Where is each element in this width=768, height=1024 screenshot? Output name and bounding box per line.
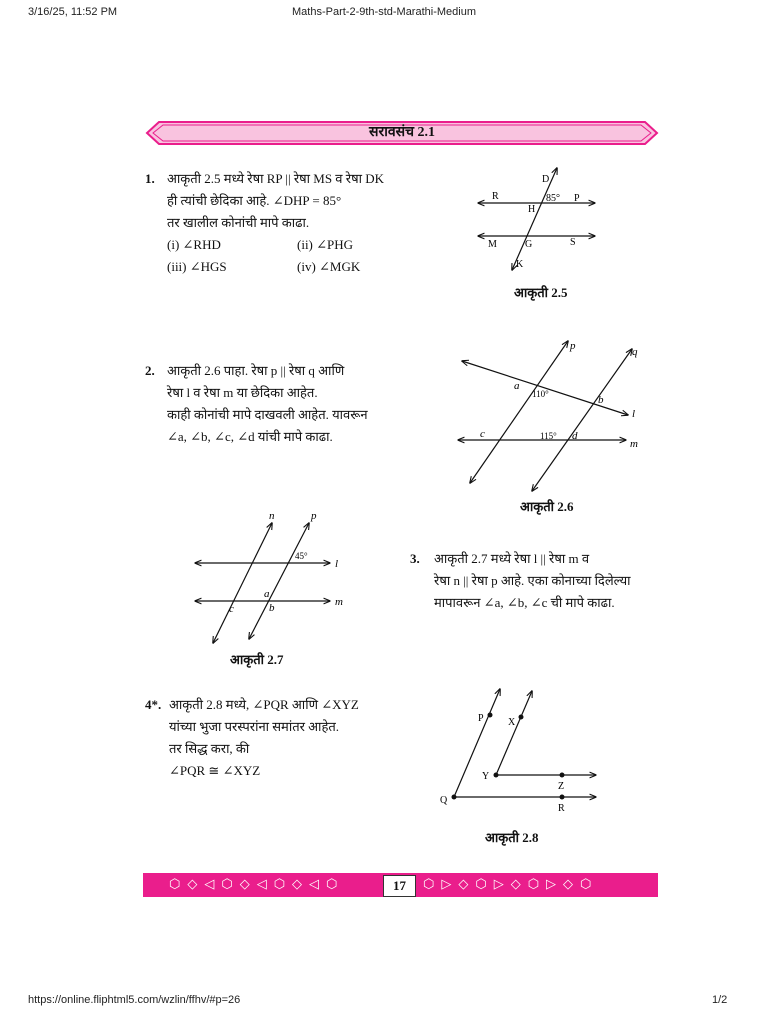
question-text: यांच्या भुजा परस्परांना समांतर आहेत. — [169, 719, 340, 734]
label-p: p — [311, 510, 317, 522]
label-R: R — [492, 191, 499, 202]
question-number: 4*. — [145, 697, 162, 712]
decor-shapes-left: ⬡◇◁⬡◇◁⬡◇◁⬡ — [169, 877, 345, 892]
question-number: 3. — [410, 551, 420, 566]
label-l: l — [632, 408, 636, 420]
label-Z: Z — [558, 781, 565, 792]
question-text: रेषा n || रेषा p आहे. एका कोनाच्या दिलेल्या — [434, 573, 631, 588]
question-text: काही कोनांची मापे दाखवली आहेत. यावरून — [167, 407, 368, 422]
decor-shapes-right: ⬡▷◇⬡▷◇⬡▷◇⬡ — [423, 877, 599, 892]
label-H: H — [528, 204, 536, 215]
print-url: https://online.fliphtml5.com/wzlin/ffhv/#p=26 — [28, 994, 241, 1006]
label-n: n — [269, 510, 275, 522]
label-R: R — [558, 803, 565, 814]
label-K: K — [516, 259, 524, 270]
angle-115: 115° — [540, 431, 557, 441]
label-p: p — [570, 340, 576, 352]
figure-caption: आकृती 2.7 — [230, 652, 284, 667]
question-text: तर खालील कोनांची मापे काढा. — [167, 215, 310, 230]
print-page-title: Maths-Part-2-9th-std-Marathi-Medium — [292, 6, 476, 18]
figure-2-6 — [450, 335, 650, 495]
option-2: (ii) ∠PHG — [297, 237, 354, 252]
question-number: 2. — [145, 363, 155, 378]
option-4: (iv) ∠MGK — [297, 259, 361, 274]
page-number: 17 — [383, 875, 416, 897]
exercise-title: सरावसंच 2.1 — [369, 125, 435, 140]
label-Y: Y — [482, 771, 490, 782]
figure-2-5 — [470, 160, 605, 275]
label-X: X — [508, 717, 516, 728]
figure-caption: आकृती 2.8 — [485, 830, 539, 845]
label-m: m — [335, 596, 343, 608]
question-text: मापावरून ∠a, ∠b, ∠c ची मापे काढा. — [434, 595, 615, 610]
label-S: S — [570, 237, 576, 248]
question-4 — [145, 694, 359, 782]
option-1: (i) ∠RHD — [167, 237, 221, 252]
question-text: रेषा l व रेषा m या छेदिका आहेत. — [167, 385, 318, 400]
label-l: l — [335, 558, 339, 570]
question-1 — [145, 168, 427, 278]
question-2 — [145, 360, 368, 448]
figure-2-8 — [430, 685, 605, 815]
question-3 — [410, 548, 631, 614]
angle-45: 45° — [295, 551, 308, 561]
option-3: (iii) ∠HGS — [167, 259, 227, 274]
label-b: b — [598, 394, 604, 406]
label-q: q — [632, 346, 638, 358]
figure-caption: आकृती 2.5 — [514, 285, 568, 300]
figure-caption: आकृती 2.6 — [520, 499, 574, 514]
label-P: P — [574, 193, 580, 204]
question-text: आकृती 2.7 मध्ये रेषा l || रेषा m व — [434, 551, 590, 566]
figure-2-7 — [185, 505, 355, 650]
label-c: c — [229, 603, 234, 615]
label-D: D — [542, 174, 550, 185]
question-text: आकृती 2.6 पाहा. रेषा p || रेषा q आणि — [167, 363, 345, 378]
print-page-count: 1/2 — [712, 994, 728, 1006]
question-text: आकृती 2.8 मध्ये, ∠PQR आणि ∠XYZ — [169, 697, 359, 712]
label-M: M — [488, 239, 497, 250]
question-text: ∠PQR ≅ ∠XYZ — [169, 763, 261, 778]
question-text: ∠a, ∠b, ∠c, ∠d यांची मापे काढा. — [167, 429, 333, 444]
label-c: c — [480, 428, 485, 440]
label-P: P — [478, 713, 484, 724]
angle-label: 85° — [546, 193, 560, 204]
question-text: आकृती 2.5 मध्ये रेषा RP || रेषा MS व रेषा DK — [167, 171, 385, 186]
label-d: d — [572, 430, 578, 442]
question-text: तर सिद्ध करा, की — [169, 741, 250, 756]
label-G: G — [525, 239, 533, 250]
exercise-banner — [143, 118, 661, 148]
question-text: ही त्यांची छेदिका आहे. ∠DHP = 85° — [167, 193, 342, 208]
print-datetime: 3/16/25, 11:52 PM — [28, 6, 118, 18]
label-a: a — [264, 588, 270, 600]
label-a: a — [514, 380, 520, 392]
angle-110: 110° — [532, 389, 549, 399]
label-m: m — [630, 438, 638, 450]
label-Q: Q — [440, 795, 448, 806]
label-b: b — [269, 602, 275, 614]
question-number: 1. — [145, 171, 155, 186]
